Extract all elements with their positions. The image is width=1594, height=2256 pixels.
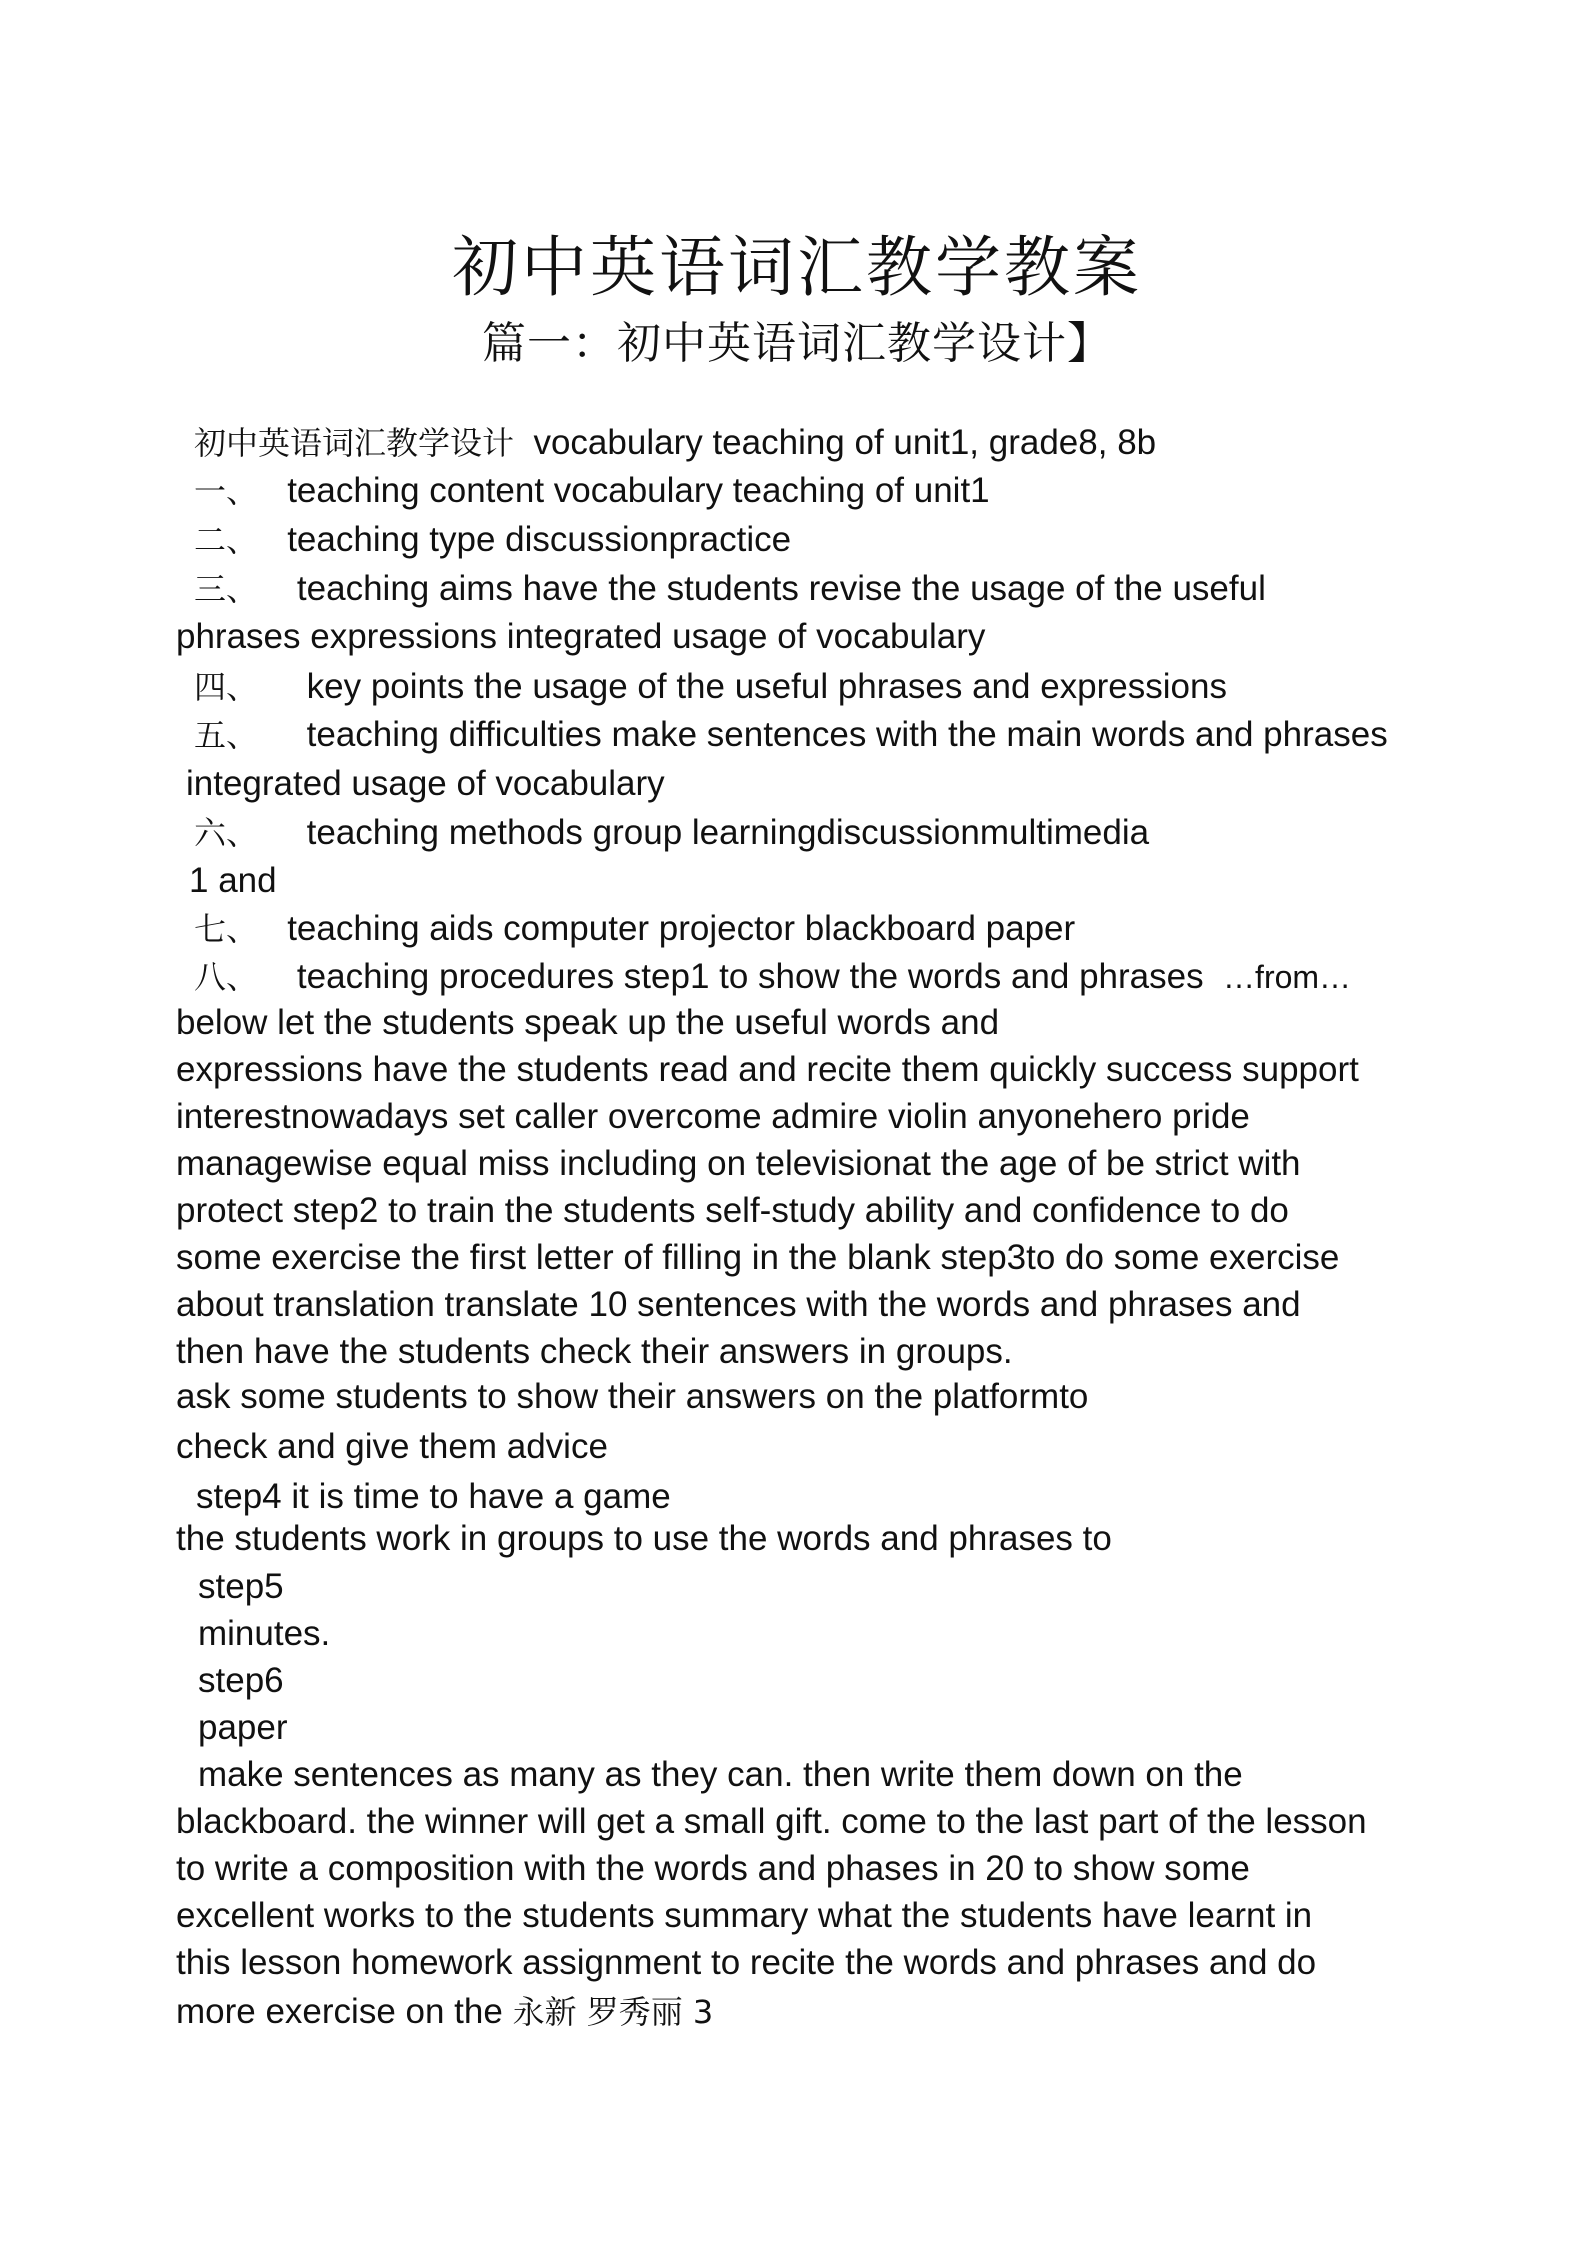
line-text: step5: [198, 1567, 284, 1606]
line-text: protect step2 to train the students self-study ability and confidence to do: [176, 1191, 1289, 1230]
line-text: then have the students check their answers in groups.: [176, 1332, 1013, 1371]
body-line: [198, 1564, 284, 1610]
body-line: [186, 761, 665, 807]
body-line: [194, 566, 1266, 612]
line-prefix: 初中英语词汇教学设计: [194, 424, 515, 462]
line-text: paper: [198, 1708, 288, 1747]
body-line: [176, 1799, 1367, 1845]
line-text: minutes.: [198, 1614, 331, 1653]
body-line: [194, 906, 1075, 952]
body-line: [176, 1000, 999, 1046]
body-line: [176, 1374, 1088, 1420]
line-prefix: 三、: [194, 570, 259, 608]
body-line: [176, 1329, 1013, 1375]
line-text: some exercise the first letter of filling in the blank step3to do some exercise: [176, 1238, 1340, 1277]
line-text: vocabulary teaching of unit1, grade8, 8b: [533, 423, 1157, 462]
line-suffix: …from…: [1223, 959, 1352, 995]
line-text: phrases expressions integrated usage of vocabulary: [176, 617, 986, 656]
body-line: [194, 420, 1156, 466]
body-line: [176, 1141, 1301, 1187]
body-line: [198, 1752, 1243, 1798]
line-prefix: 四、: [194, 668, 259, 706]
line-text: teaching type discussionpractice: [287, 520, 792, 559]
line-text: about translation translate 10 sentences with the words and phrases and: [176, 1285, 1301, 1324]
line-text: step6: [198, 1661, 284, 1700]
line-prefix: 五、: [194, 716, 259, 754]
document-title: 初中英语词汇教学教案: [452, 229, 1142, 306]
line-prefix: 二、: [194, 521, 259, 559]
body-line: [194, 954, 1351, 1000]
body-line: [176, 1094, 1250, 1140]
line-text: teaching aids computer projector blackboard paper: [287, 909, 1076, 948]
document-subtitle: 篇一：初中英语词汇教学设计】: [482, 318, 1112, 369]
body-line: [176, 1424, 608, 1470]
body-line: [194, 468, 990, 514]
line-text: excellent works to the students summary what the students have learnt in: [176, 1896, 1313, 1935]
line-text: expressions have the students read and recite them quickly success support: [176, 1050, 1359, 1089]
line-suffix: 永新 罗秀丽 3: [512, 1993, 714, 2031]
line-text: teaching aims have the students revise the usage of the useful: [296, 569, 1266, 608]
line-text: below let the students speak up the useful words and: [176, 1003, 1000, 1042]
line-text: integrated usage of vocabulary: [186, 764, 665, 803]
body-line: [189, 858, 277, 904]
line-text: ask some students to show their answers on the platformto: [176, 1377, 1089, 1416]
body-line: [176, 1282, 1301, 1328]
line-text: managewise equal miss including on televisionat the age of be strict with: [176, 1144, 1301, 1183]
body-line: [176, 1047, 1359, 1093]
line-text: 1 and: [189, 861, 277, 900]
body-line: [194, 664, 1227, 710]
line-text: teaching content vocabulary teaching of unit1: [287, 471, 990, 510]
line-text: this lesson homework assignment to recite the words and phrases and do: [176, 1943, 1317, 1982]
body-line: [198, 1658, 284, 1704]
line-prefix: 七、: [194, 910, 259, 948]
body-line: [198, 1611, 330, 1657]
line-text: interestnowadays set caller overcome admire violin anyonehero pride: [176, 1097, 1250, 1136]
line-text: make sentences as many as they can. then write them down on the: [198, 1755, 1243, 1794]
line-text: teaching difficulties make sentences with the main words and phrases: [306, 715, 1388, 754]
body-line: [176, 1188, 1289, 1234]
line-prefix: 一、: [194, 472, 259, 510]
line-text: teaching procedures step1 to show the words and phrases: [296, 957, 1204, 996]
body-line: [176, 1989, 713, 2035]
body-line: [196, 1474, 671, 1520]
body-line: [176, 1235, 1339, 1281]
body-line: [176, 1893, 1312, 1939]
line-text: step4 it is time to have a game: [196, 1477, 671, 1516]
body-line: [176, 614, 985, 660]
body-line: [194, 517, 791, 563]
line-text: more exercise on the: [176, 1992, 503, 2031]
line-text: teaching methods group learningdiscussionmultimedia: [306, 813, 1150, 852]
line-text: to write a composition with the words and phases in 20 to show some: [176, 1849, 1250, 1888]
body-line: [176, 1940, 1316, 1986]
body-line: [176, 1516, 1112, 1562]
line-text: the students work in groups to use the words and phrases to: [176, 1519, 1112, 1558]
line-prefix: 六、: [194, 814, 259, 852]
line-text: check and give them advice: [176, 1427, 608, 1466]
line-text: blackboard. the winner will get a small gift. come to the last part of the lesson: [176, 1802, 1367, 1841]
body-line: [198, 1705, 288, 1751]
body-line: [194, 810, 1149, 856]
body-line: [176, 1846, 1250, 1892]
line-prefix: 八、: [194, 958, 259, 996]
line-text: key points the usage of the useful phrases and expressions: [306, 667, 1227, 706]
body-line: [194, 712, 1388, 758]
